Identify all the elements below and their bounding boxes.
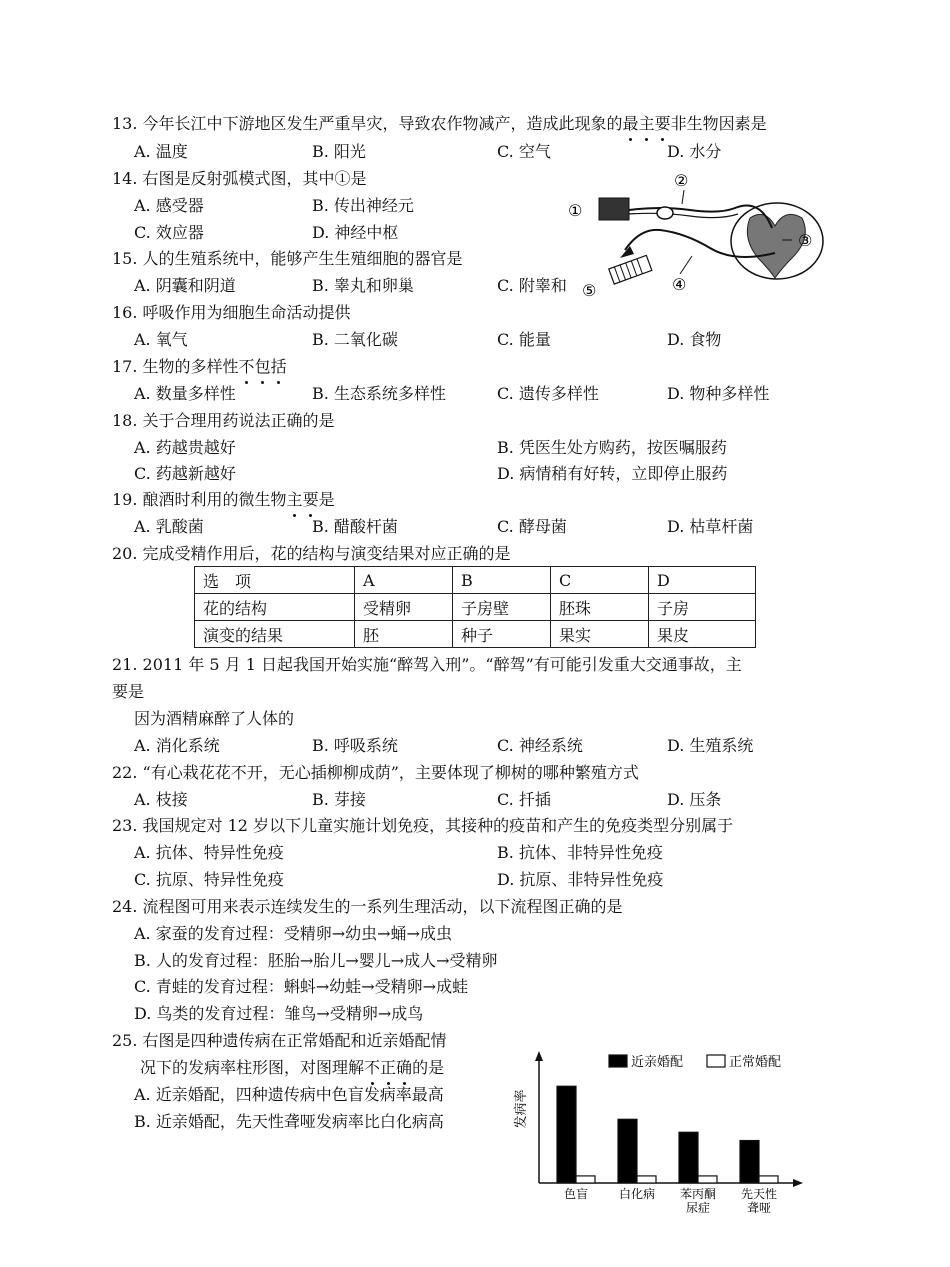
x-tick-label: 聋哑 xyxy=(746,1201,772,1215)
question-18-stem: 18. 关于合理用药说法正确的是 xyxy=(112,411,335,430)
y-axis-arrow xyxy=(535,1051,543,1061)
question-24-stem: 24. 流程图可用来表示连续发生的一系列生理活动，以下流程图正确的是 xyxy=(112,897,623,916)
option-23c: C. 抗原、特异性免疫 xyxy=(134,870,284,889)
option-24a: A. 家蚕的发育过程：受精卵→幼虫→蛹→成虫 xyxy=(134,924,452,943)
receptor-shape xyxy=(599,198,629,220)
option-22a: A. 枝接 xyxy=(134,790,188,809)
option-21d: D. 生殖系统 xyxy=(667,736,754,755)
question-19-stem: 19. 酿酒时利用的微生物 xyxy=(112,490,287,509)
bar xyxy=(759,1176,778,1183)
table-row xyxy=(195,621,756,648)
question-19-stem-end: 是 xyxy=(318,490,335,509)
legend-swatch xyxy=(707,1055,725,1067)
flower-structure-table xyxy=(194,566,756,648)
question-17-stem: 17. 生物的多样性 xyxy=(112,357,239,376)
option-19c: C. 酵母菌 xyxy=(497,517,567,536)
reflex-arc-diagram xyxy=(560,168,830,298)
bar xyxy=(740,1141,759,1183)
bar xyxy=(618,1119,637,1183)
table-cell: 胚珠 xyxy=(551,594,649,621)
bar xyxy=(698,1176,717,1183)
option-15a: A. 阴囊和阴道 xyxy=(134,276,236,295)
table-cell: 受精卵 xyxy=(355,594,453,621)
table-cell: 选 项 xyxy=(195,567,355,594)
option-18c: C. 药越新越好 xyxy=(134,464,236,483)
option-21c: C. 神经系统 xyxy=(497,736,583,755)
option-18d: D. 病情稍有好转，立即停止服药 xyxy=(497,464,728,483)
question-25-stem-part: 况下的发病率柱形图，对图理解 xyxy=(140,1058,365,1077)
option-16b: B. 二氧化碳 xyxy=(312,330,398,349)
legend-swatch xyxy=(609,1055,627,1067)
ganglion xyxy=(657,207,673,219)
option-19d: D. 枯草杆菌 xyxy=(667,517,754,536)
table-cell: B xyxy=(453,567,551,594)
disease-rate-bar-chart xyxy=(505,1045,805,1220)
option-23a: A. 抗体、特异性免疫 xyxy=(134,843,284,862)
table-cell: D xyxy=(649,567,756,594)
label-2-pointer xyxy=(682,190,684,204)
option-14c: C. 效应器 xyxy=(134,223,204,242)
option-23b: B. 抗体、非特异性免疫 xyxy=(497,843,663,862)
option-14b: B. 传出神经元 xyxy=(312,196,414,215)
label-1: ① xyxy=(568,201,583,220)
option-16c: C. 能量 xyxy=(497,330,551,349)
question-25-stem-end: 的是 xyxy=(412,1058,445,1077)
question-16-stem: 16. 呼吸作用为细胞生命活动提供 xyxy=(112,303,351,322)
label-5: ⑤ xyxy=(582,281,597,298)
option-24b: B. 人的发育过程：胚胎→胎儿→婴儿→成人→受精卵 xyxy=(134,951,498,970)
option-13d: D. 水分 xyxy=(667,142,722,161)
question-25-stem-cont xyxy=(140,1057,444,1079)
option-15c: C. 附睾和 xyxy=(497,276,567,295)
question-21-stem-cont: 要是 xyxy=(112,682,145,701)
question-23-stem: 23. 我国规定对 12 岁以下儿童实施计划免疫，其接种的疫苗和产生的免疫类型分别属于 xyxy=(112,816,734,835)
option-14d: D. 神经中枢 xyxy=(312,223,399,242)
bar xyxy=(557,1086,576,1183)
emphasis-text: 不正确 xyxy=(364,1058,413,1077)
option-17b: B. 生态系统多样性 xyxy=(312,384,446,403)
option-22b: B. 芽接 xyxy=(312,790,366,809)
table-cell: C xyxy=(551,567,649,594)
x-tick-label: 白化病 xyxy=(618,1187,656,1201)
label-3: ③ xyxy=(798,231,813,250)
question-14-stem: 14. 右图是反射弧模式图，其中①是 xyxy=(112,169,367,188)
question-13-stem: 13. 今年长江中下游地区发生严重旱灾，导致农作物减产，造成此现象的 xyxy=(112,114,623,133)
label-2: ② xyxy=(674,171,689,190)
option-17c: C. 遗传多样性 xyxy=(497,384,599,403)
legend-label: 正常婚配 xyxy=(729,1055,782,1070)
table-cell: 演变的结果 xyxy=(195,621,355,648)
bar xyxy=(679,1132,698,1183)
question-22-stem: 22. “有心栽花花不开，无心插柳柳成荫”，主要体现了柳树的哪种繁殖方式 xyxy=(112,763,639,782)
x-axis-arrow xyxy=(793,1179,803,1187)
question-21-stem-cont2: 因为酒精麻醉了人体的 xyxy=(134,709,295,728)
table-row xyxy=(195,594,756,621)
option-17a: A. 数量多样性 xyxy=(134,384,236,403)
option-22d: D. 压条 xyxy=(667,790,722,809)
option-15b: B. 睾丸和卵巢 xyxy=(312,276,414,295)
table-cell: 种子 xyxy=(453,621,551,648)
label-4-pointer xyxy=(680,256,692,274)
emphasis-text: 最主要 xyxy=(622,114,671,133)
emphasis-text: 不包括 xyxy=(238,357,287,376)
option-13a: A. 温度 xyxy=(134,142,188,161)
effector-shape xyxy=(609,255,652,284)
question-13-stem-end: 非生物因素是 xyxy=(670,114,767,133)
x-tick-label: 色盲 xyxy=(563,1187,589,1201)
question-13 xyxy=(112,113,767,135)
option-24d: D. 鸟类的发育过程：雏鸟→受精卵→成鸟 xyxy=(134,1004,424,1023)
table-cell: 子房壁 xyxy=(453,594,551,621)
question-19 xyxy=(112,489,335,511)
bar xyxy=(637,1176,656,1183)
question-21-stem: 21. 2011 年 5 月 1 日起我国开始实施“醉驾入刑”。“醉驾”有可能引发重大交通事故，主 xyxy=(112,655,742,674)
option-16a: A. 氧气 xyxy=(134,330,188,349)
table-cell: 花的结构 xyxy=(195,594,355,621)
option-13b: B. 阳光 xyxy=(312,142,366,161)
x-tick-label: 尿症 xyxy=(685,1201,711,1215)
option-17d: D. 物种多样性 xyxy=(667,384,770,403)
option-14a: A. 感受器 xyxy=(134,196,204,215)
question-17 xyxy=(112,356,287,378)
y-axis-label: 发病率 xyxy=(514,1089,529,1129)
option-13c: C. 空气 xyxy=(497,142,551,161)
question-20-stem: 20. 完成受精作用后，花的结构与演变结果对应正确的是 xyxy=(112,544,511,563)
table-cell: 果皮 xyxy=(649,621,756,648)
x-tick-label: 苯丙酮 xyxy=(679,1187,717,1201)
label-4: ④ xyxy=(672,275,687,294)
option-24c: C. 青蛙的发育过程：蝌蚪→幼蛙→受精卵→成蛙 xyxy=(134,977,469,996)
option-21b: B. 呼吸系统 xyxy=(312,736,398,755)
option-21a: A. 消化系统 xyxy=(134,736,220,755)
legend-label: 近亲婚配 xyxy=(631,1055,684,1070)
question-15-stem: 15. 人的生殖系统中，能够产生生殖细胞的器官是 xyxy=(112,249,463,268)
table-cell: 果实 xyxy=(551,621,649,648)
option-19b: B. 醋酸杆菌 xyxy=(312,517,398,536)
option-16d: D. 食物 xyxy=(667,330,722,349)
question-25-stem: 25. 右图是四种遗传病在正常婚配和近亲婚配情 xyxy=(112,1031,447,1050)
x-tick-label: 先天性 xyxy=(740,1187,778,1201)
option-25b: B. 近亲婚配，先天性聋哑发病率比白化病高 xyxy=(134,1112,444,1131)
table-cell: 子房 xyxy=(649,594,756,621)
afferent-nerve-outline xyxy=(629,213,738,217)
table-cell: 胚 xyxy=(355,621,453,648)
option-18b: B. 凭医生处方购药，按医嘱服药 xyxy=(497,438,727,457)
option-18a: A. 药越贵越好 xyxy=(134,438,236,457)
table-row xyxy=(195,567,756,594)
option-22c: C. 扦插 xyxy=(497,790,551,809)
emphasis-text: 主要 xyxy=(286,490,319,509)
bar xyxy=(576,1176,595,1183)
option-19a: A. 乳酸菌 xyxy=(134,517,204,536)
option-25a: A. 近亲婚配，四种遗传病中色盲发病率最高 xyxy=(134,1085,444,1104)
table-cell: A xyxy=(355,567,453,594)
option-23d: D. 抗原、非特异性免疫 xyxy=(497,870,664,889)
